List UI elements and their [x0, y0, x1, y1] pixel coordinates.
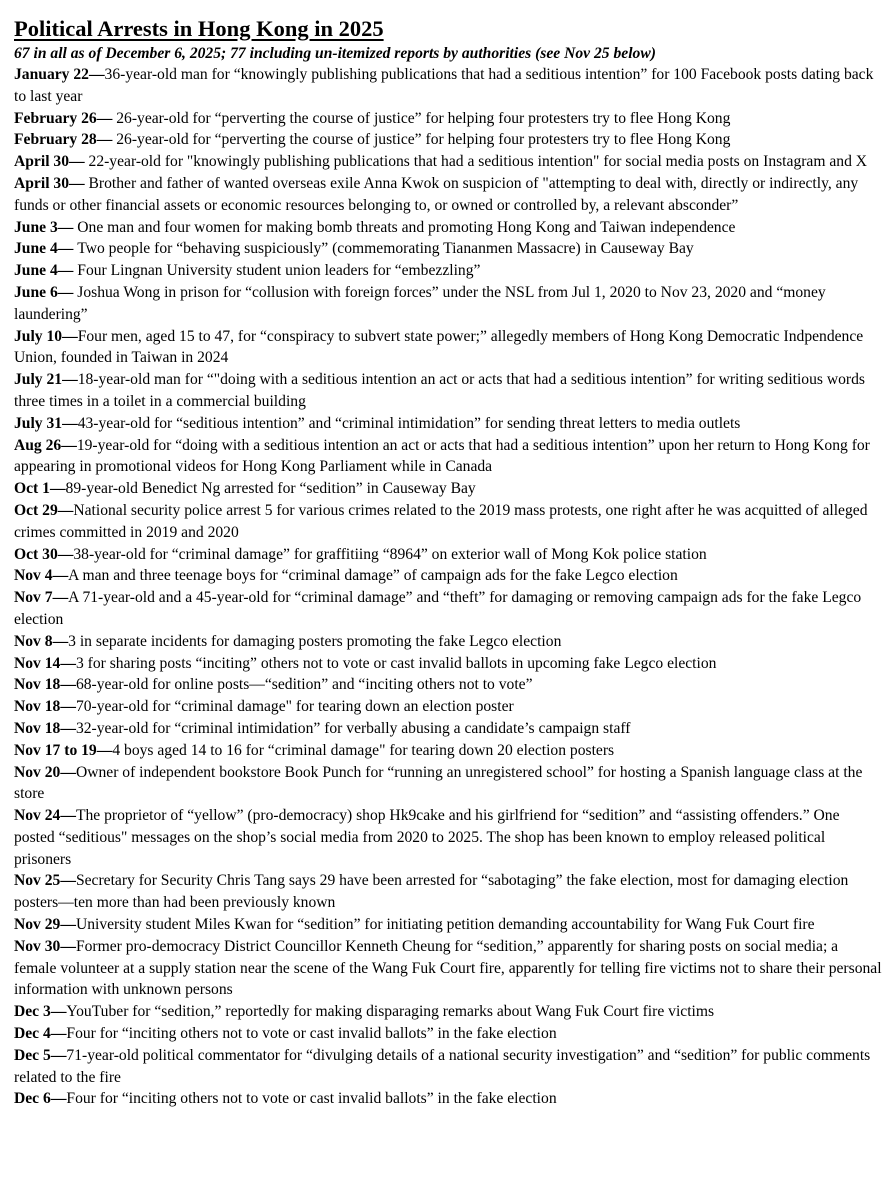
- entry-text: 38-year-old for “criminal damage” for graffitiing “8964” on exterior wall of Mong Kok police station: [73, 545, 707, 563]
- entry-date: Dec 4: [14, 1025, 51, 1043]
- entry-text: Four Lingnan University student union leaders for “embezzling”: [77, 262, 481, 280]
- entry-date: Nov 25: [14, 872, 61, 890]
- entry-separator: —: [62, 414, 78, 432]
- entry-text: Two people for “behaving suspiciously” (commemorating Tiananmen Massacre) in Causeway Bay: [77, 240, 694, 258]
- entry-text: 26-year-old for “perverting the course of justice” for helping four protesters try to flee Hong Kong: [116, 109, 731, 127]
- arrest-entry: [14, 64, 882, 108]
- entry-date: June 3: [14, 218, 58, 236]
- arrest-entry: [14, 1088, 882, 1110]
- entry-separator: —: [50, 1003, 67, 1021]
- entry-text: 4 boys aged 14 to 16 for “criminal damage" for tearing down 20 election posters: [112, 741, 615, 759]
- arrest-entry: [14, 696, 882, 718]
- document-subtitle: 67 in all as of December 6, 2025; 77 including un-itemized reports by authorities (see Nov 25 below): [14, 45, 656, 62]
- arrest-entry: [14, 914, 882, 936]
- entry-date: Nov 18: [14, 676, 61, 694]
- entry-text: 22-year-old for "knowingly publishing publications that had a seditious intention" for social media posts on Instagram and X: [88, 153, 868, 171]
- entry-text: 36-year-old man for “knowingly publishing publications that had a seditious intention” for 100 Facebook posts dating back to last year: [14, 66, 874, 105]
- arrest-entry: [14, 565, 882, 587]
- entry-text: National security police arrest 5 for various crimes related to the 2019 mass protests, one right after he was acquitted of alleged crimes committed in 2019 and 2020: [14, 501, 868, 541]
- arrest-list: [14, 64, 882, 1110]
- entry-separator: —: [57, 262, 78, 280]
- entry-separator: —: [52, 567, 69, 585]
- arrest-entry: [14, 108, 882, 130]
- entry-date: Oct 29: [14, 501, 58, 519]
- entry-text: 70-year-old for “criminal damage" for tearing down an election poster: [75, 698, 514, 716]
- entry-text: 71-year-old political commentator for “divulging details of a national security investigation” and “sedition” for public comments related to the fire: [14, 1046, 871, 1086]
- entry-separator: —: [69, 153, 89, 171]
- entry-text: Former pro-democracy District Councillor Kenneth Cheung for “sedition,” apparently for sharing posts on social media; a female volunteer at a supply station near the scene of the Wang Fuk Court fire, apparently for telling fire victims not to share their personal information with unknown persons: [14, 937, 882, 999]
- entry-separator: —: [57, 545, 74, 563]
- entry-date: April 30: [14, 174, 70, 192]
- arrest-entry: [14, 326, 882, 370]
- entry-separator: —: [50, 1046, 67, 1064]
- entry-separator: —: [60, 937, 76, 955]
- arrest-entry: [14, 413, 882, 435]
- entry-text: 68-year-old for online posts—“sedition” and “inciting others not to vote”: [75, 676, 533, 694]
- entry-separator: —: [96, 741, 113, 759]
- arrest-entry: [14, 129, 882, 151]
- entry-separator: —: [57, 283, 78, 301]
- entry-text: Four men, aged 15 to 47, for “conspiracy to subvert state power;” allegedly members of Hong Kong Democratic Indpendence Union, founded in Taiwan in 2024: [14, 327, 864, 367]
- entry-text: 32-year-old for “criminal intimidation” for verbally abusing a candidate’s campaign staff: [75, 719, 631, 737]
- entry-separator: —: [60, 807, 76, 825]
- entry-date: June 6: [14, 283, 58, 301]
- arrest-entry: [14, 544, 882, 566]
- arrest-entry: [14, 674, 882, 696]
- entry-separator: —: [50, 1090, 67, 1108]
- arrest-entry: [14, 478, 882, 500]
- entry-text: Secretary for Security Chris Tang says 29 have been arrested for “sabotaging” the fake election, most for damaging election posters—ten more than had been previously known: [14, 872, 849, 912]
- entry-text: 18-year-old man for “"doing with a seditious intention an act or acts that had a seditious intention” for writing seditious words three times in a toilet in a commercial building: [14, 371, 865, 410]
- arrest-entry: [14, 282, 882, 326]
- arrest-entry: [14, 805, 882, 870]
- entry-text: YouTuber for “sedition,” reportedly for making disparaging remarks about Wang Fuk Court fire victims: [66, 1003, 715, 1021]
- entry-date: Nov 24: [14, 807, 61, 825]
- entry-date: Dec 3: [14, 1003, 51, 1021]
- entry-text: University student Miles Kwan for “sedition” for initiating petition demanding accountability for Wang Fuk Court fire: [75, 916, 815, 934]
- entry-separator: —: [57, 218, 78, 236]
- entry-date: Nov 8: [14, 632, 53, 650]
- entry-date: April 30: [14, 153, 70, 171]
- entry-text: A 71-year-old and a 45-year-old for “criminal damage” and “theft” for damaging or removing campaign ads for the fake Legco election: [14, 589, 862, 628]
- arrest-entry: [14, 631, 882, 653]
- entry-text: 3 for sharing posts “inciting” others not to vote or cast invalid ballots in upcoming fake Legco election: [75, 654, 717, 672]
- entry-separator: —: [96, 131, 117, 149]
- entry-date: Nov 14: [14, 654, 61, 672]
- entry-date: February 28: [14, 131, 97, 149]
- entry-date: Nov 18: [14, 698, 61, 716]
- entry-date: June 4: [14, 240, 58, 258]
- entry-separator: —: [69, 174, 89, 192]
- entry-separator: —: [62, 371, 78, 389]
- arrest-entry: [14, 369, 882, 413]
- entry-separator: —: [50, 1025, 67, 1043]
- entry-date: July 10: [14, 327, 63, 345]
- entry-date: Nov 30: [14, 937, 61, 955]
- entry-text: The proprietor of “yellow” (pro-democracy) shop Hk9cake and his girlfriend for “sedition” and “assisting offenders.” One posted “seditious" messages on the shop’s social media from 2020 to 2025. The shop has been known to employ released political prisoners: [14, 807, 840, 868]
- entry-text: 43-year-old for “seditious intention” and “criminal intimidation” for sending threat letters to media outlets: [77, 414, 741, 432]
- entry-date: July 31: [14, 414, 63, 432]
- entry-separator: —: [60, 676, 76, 694]
- entry-separator: —: [60, 916, 76, 934]
- arrest-entry: [14, 870, 882, 914]
- entry-date: Oct 30: [14, 545, 58, 563]
- entry-text: 26-year-old for “perverting the course of justice” for helping four protesters try to flee Hong Kong: [116, 131, 731, 149]
- arrest-entry: [14, 718, 882, 740]
- arrest-entry: [14, 653, 882, 675]
- arrest-entry: [14, 435, 882, 479]
- entry-date: Dec 6: [14, 1090, 51, 1108]
- entry-date: Aug 26: [14, 436, 62, 454]
- arrest-entry: [14, 217, 882, 239]
- entry-date: Dec 5: [14, 1046, 51, 1064]
- arrest-entry: [14, 587, 882, 631]
- entry-separator: —: [60, 654, 76, 672]
- entry-separator: —: [60, 719, 76, 737]
- entry-separator: —: [60, 763, 76, 781]
- entry-separator: —: [57, 501, 74, 519]
- arrest-entry: [14, 740, 882, 762]
- arrest-entry: [14, 238, 882, 260]
- arrest-entry: [14, 762, 882, 806]
- entry-separator: —: [88, 66, 105, 83]
- entry-text: Brother and father of wanted overseas exile Anna Kwok on suspicion of "attempting to deal with, directly or indirectly, any funds or other financial assets or economic resources belonging to, or owned or controlled by, a relevant absconder”: [14, 174, 859, 214]
- entry-text: A man and three teenage boys for “criminal damage” of campaign ads for the fake Legco election: [68, 567, 678, 585]
- entry-date: Oct 1: [14, 480, 50, 498]
- arrest-entry: [14, 1023, 882, 1045]
- entry-separator: —: [49, 480, 66, 498]
- arrest-entry: [14, 936, 882, 1001]
- entry-date: Nov 7: [14, 589, 53, 607]
- entry-date: Nov 18: [14, 719, 61, 737]
- entry-separator: —: [61, 436, 77, 454]
- arrest-entry: [14, 260, 882, 282]
- entry-separator: —: [96, 109, 117, 127]
- entry-text: 3 in separate incidents for damaging posters promoting the fake Legco election: [68, 632, 562, 650]
- arrest-entry: [14, 1001, 882, 1023]
- document-title: Political Arrests in Hong Kong in 2025: [14, 16, 384, 41]
- arrest-entry: [14, 1045, 882, 1089]
- entry-text: Owner of independent bookstore Book Punch for “running an unregistered school” for hosting a Spanish language class at the store: [14, 763, 863, 803]
- entry-date: January 22: [14, 66, 89, 83]
- entry-date: February 26: [14, 109, 97, 127]
- entry-date: Nov 4: [14, 567, 53, 585]
- entry-separator: —: [60, 698, 76, 716]
- entry-date: Nov 29: [14, 916, 61, 934]
- entry-text: 89-year-old Benedict Ng arrested for “sedition” in Causeway Bay: [65, 480, 476, 498]
- entry-separator: —: [57, 240, 78, 258]
- entry-date: Nov 17 to 19: [14, 741, 97, 759]
- entry-date: June 4: [14, 262, 58, 280]
- arrest-entry: [14, 173, 882, 217]
- entry-date: July 21: [14, 371, 63, 389]
- entry-text: One man and four women for making bomb threats and promoting Hong Kong and Taiwan independence: [77, 218, 736, 236]
- entry-text: Joshua Wong in prison for “collusion with foreign forces” under the NSL from Jul 1, 2020 to Nov 23, 2020 and “money laundering”: [14, 283, 826, 323]
- entry-text: 19-year-old for “doing with a seditious intention an act or acts that had a seditious intention” upon her return to Hong Kong for appearing in promotional videos for Hong Kong Parliament while in Canada: [14, 436, 870, 476]
- entry-separator: —: [60, 872, 76, 890]
- entry-separator: —: [52, 632, 69, 650]
- arrest-entry: [14, 151, 882, 173]
- entry-separator: —: [62, 327, 78, 345]
- entry-separator: —: [52, 589, 69, 607]
- entry-date: Nov 20: [14, 763, 61, 781]
- entry-text: Four for “inciting others not to vote or cast invalid ballots” in the fake election: [66, 1025, 557, 1043]
- arrest-entry: [14, 500, 882, 544]
- entry-text: Four for “inciting others not to vote or cast invalid ballots” in the fake election: [66, 1090, 557, 1108]
